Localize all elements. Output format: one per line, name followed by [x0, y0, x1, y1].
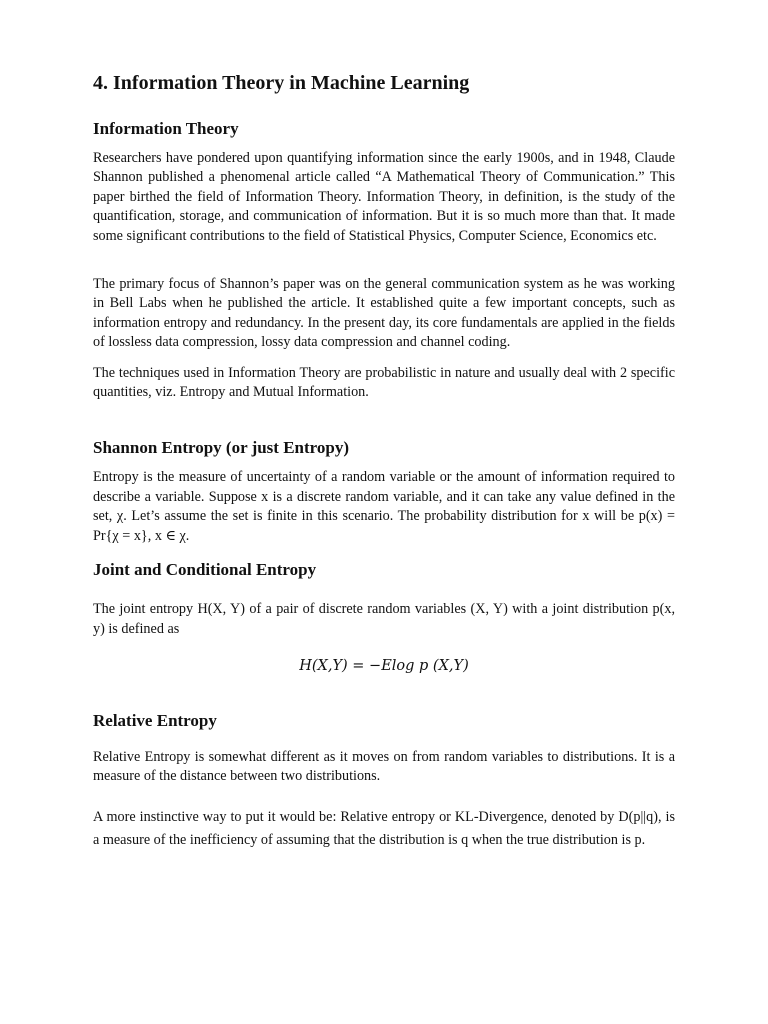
section-heading-relative-entropy: Relative Entropy [93, 710, 217, 730]
paragraph: The primary focus of Shannon’s paper was on the general communication system as he was working in Bell Labs when he published the article. It established quite a few important concepts, such as information entropy and redundancy. In the present day, its core fundamentals are applied in the fields of lossless data compression, lossy data compression and channel coding. [93, 276, 675, 351]
paragraph: Researchers have pondered upon quantifying information since the early 1900s, and in 1948, Claude Shannon published a phenomenal article called “A Mathematical Theory of Communication.” This paper birthed the field of Information Theory. Information Theory, in definition, is the study of the quantification, storage, and communication of information. But it is so much more than that. It made some significant contributions to the field of Statistical Physics, Computer Science, Economics etc. [93, 150, 675, 244]
paragraph: The techniques used in Information Theory are probabilistic in nature and usually deal with 2 specific quantities, viz. Entropy and Mutual Information. [93, 364, 675, 401]
paragraph: Entropy is the measure of uncertainty of a random variable or the amount of information required to describe a variable. Suppose x is a discrete random variable, and it can take any value defined in the set, χ. Let’s assume the set is finite in this scenario. The probability distribution for x will be p(x) = Pr{χ = x}, x ∈ χ. [93, 469, 675, 544]
paragraph: The joint entropy H(X, Y) of a pair of discrete random variables (X, Y) with a joint distribution p(x, y) is defined as [93, 601, 675, 637]
page-title: 4. Information Theory in Machine Learning [93, 72, 470, 94]
section-heading-information-theory: Information Theory [93, 119, 239, 138]
document-page [93, 70, 675, 852]
paragraph: A more instinctive way to put it would be: Relative entropy or KL-Divergence, denoted by D(p||q), is a measure of the inefficiency of assuming that the distribution is q when the true distribution is p. [93, 808, 675, 848]
section-heading-joint-entropy: Joint and Conditional Entropy [93, 560, 317, 580]
section-heading-shannon-entropy: Shannon Entropy (or just Entropy) [93, 438, 350, 458]
joint-entropy-equation: H(X,Y) = −Elog p (X,Y) [299, 657, 469, 674]
paragraph: Relative Entropy is somewhat different as it moves on from random variables to distributions. It is a measure of the distance between two distributions. [93, 748, 675, 785]
